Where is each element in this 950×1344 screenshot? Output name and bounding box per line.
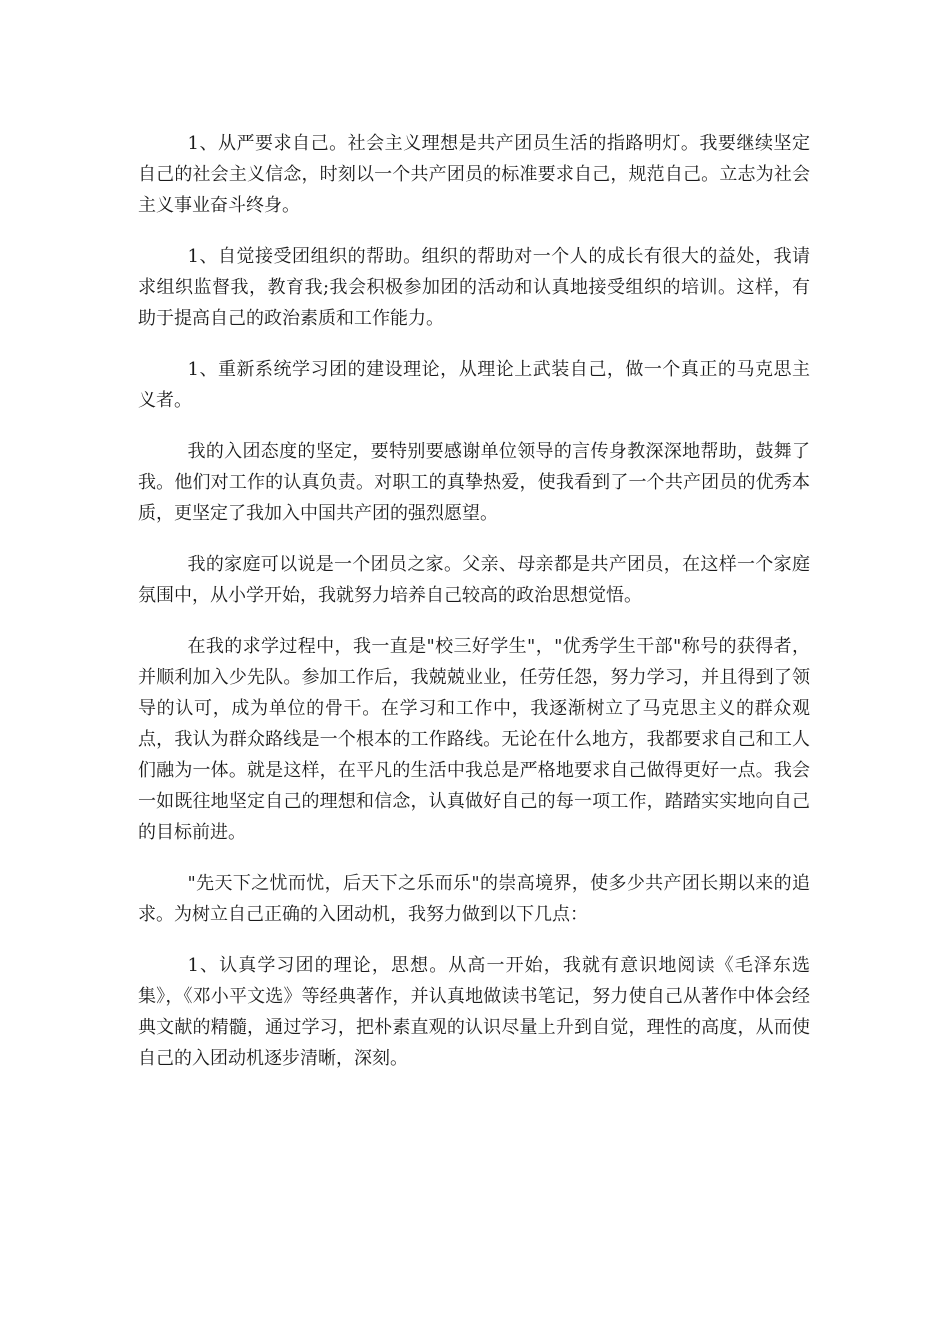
paragraph-5: 我的家庭可以说是一个团员之家。父亲、母亲都是共产团员，在这样一个家庭氛围中，从小学开始，我就努力培养自己较高的政治思想觉悟。 bbox=[138, 554, 810, 606]
paragraph-3: 1、重新系统学习团的建设理论，从理论上武装自己，做一个真正的马克思主义者。 bbox=[138, 359, 810, 411]
document-body bbox=[138, 128, 810, 1094]
paragraph-4: 我的入团态度的坚定，要特别要感谢单位领导的言传身教深深地帮助，鼓舞了我。他们对工作的认真负责。对职工的真挚热爱，使我看到了一个共产团员的优秀本质，更坚定了我加入中国共产团的强烈愿望。 bbox=[138, 441, 810, 524]
paragraph-7: "先天下之忧而忧，后天下之乐而乐"的崇高境界，使多少共产团长期以来的追求。为树立自己正确的入团动机，我努力做到以下几点： bbox=[138, 873, 810, 925]
paragraph-2: 1、自觉接受团组织的帮助。组织的帮助对一个人的成长有很大的益处，我请求组织监督我，教育我;我会积极参加团的活动和认真地接受组织的培训。这样，有助于提高自己的政治素质和工作能力。 bbox=[138, 246, 810, 329]
paragraph-1: 1、从严要求自己。社会主义理想是共产团员生活的指路明灯。我要继续坚定自己的社会主义信念，时刻以一个共产团员的标准要求自己，规范自己。立志为社会主义事业奋斗终身。 bbox=[138, 133, 810, 216]
paragraph-6: 在我的求学过程中，我一直是"校三好学生"，"优秀学生干部"称号的获得者，并顺利加入少先队。参加工作后，我兢兢业业，任劳任怨，努力学习，并且得到了领导的认可，成为单位的骨干。在学习和工作中，我逐渐树立了马克思主义的群众观点，我认为群众路线是一个根本的工作路线。无论在什么地方，我都要求自己和工人们融为一体。就是这样，在平凡的生活中我总是严格地要求自己做得更好一点。我会一如既往地坚定自己的理想和信念，认真做好自己的每一项工作，踏踏实实地向自己的目标前进。 bbox=[138, 636, 810, 843]
paragraph-8: 1、认真学习团的理论，思想。从高一开始，我就有意识地阅读《毛泽东选集》，《邓小平文选》等经典著作，并认真地做读书笔记，努力使自己从著作中体会经典文献的精髓，通过学习，把朴素直观的认识尽量上升到自觉，理性的高度，从而使自己的入团动机逐步清晰，深刻。 bbox=[138, 955, 810, 1069]
